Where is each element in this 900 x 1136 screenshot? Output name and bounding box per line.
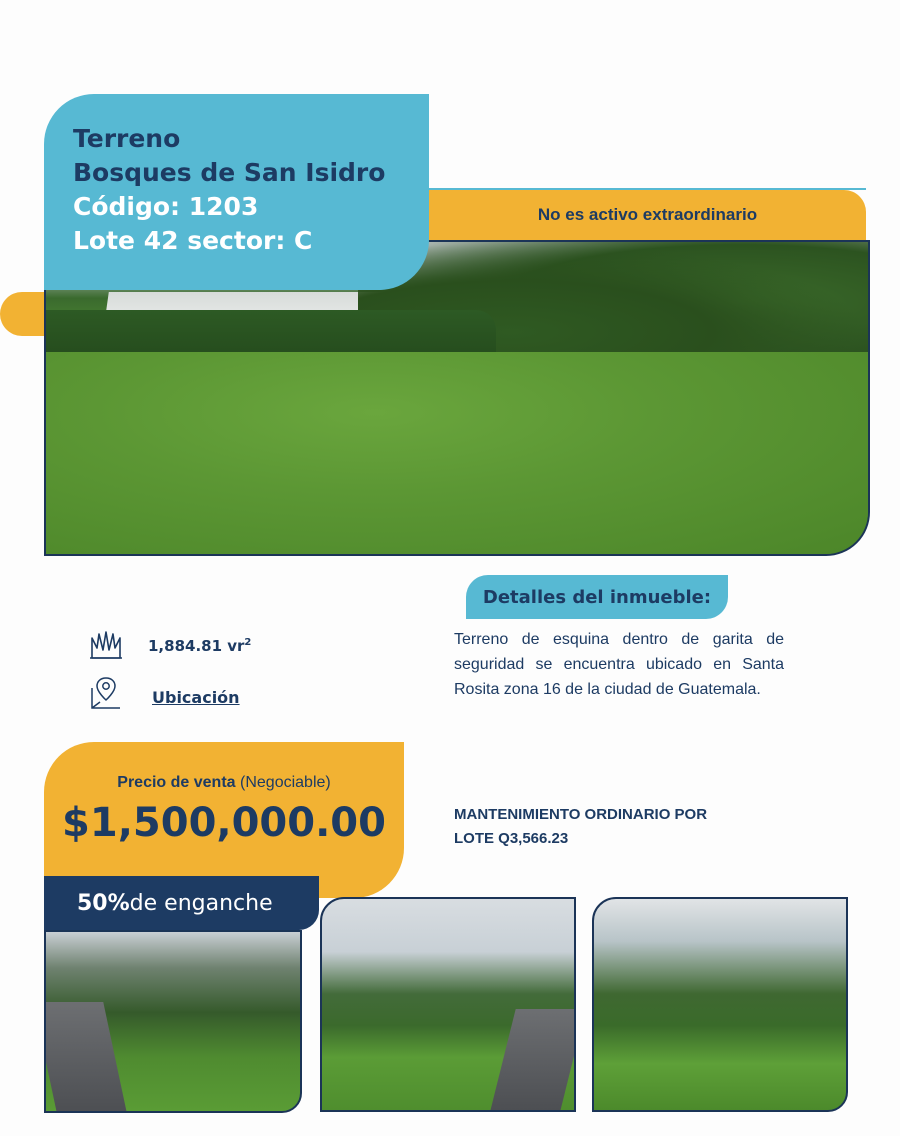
map-pin-icon[interactable] (88, 674, 124, 710)
grass-icon (88, 626, 124, 662)
price-value: $1,500,000.00 (62, 800, 386, 846)
property-code: Código: 1203 (73, 192, 259, 221)
area-value: 1,884.81 $vr^2$ (148, 637, 252, 655)
lawn (46, 352, 868, 554)
down-payment-banner: 50% de enganche (44, 876, 319, 930)
property-lot: Lote 42 sector: C (73, 226, 313, 255)
maintenance-fee: MANTENIMIENTO ORDINARIO POR LOTE Q3,566.23 (454, 806, 708, 847)
title-card (44, 94, 429, 290)
price-label: Precio de venta (Negociable) (117, 774, 331, 791)
photo-thumbnail-1 (44, 930, 302, 1113)
decorative-tab (0, 292, 44, 336)
property-name: Bosques de San Isidro (73, 158, 386, 187)
location-link[interactable]: Ubicación (152, 688, 240, 707)
details-description: Terreno de esquina dentro de garita de seguridad se encuentra ubicado en Santa Rosita zona 16 de la ciudad de Guatemala. (454, 631, 784, 698)
details-heading: Detalles del inmueble: (466, 575, 728, 619)
photo-thumbnail-2 (320, 897, 576, 1112)
status-badge: No es activo extraordinario (429, 190, 866, 240)
photo-thumbnail-3 (592, 897, 848, 1112)
property-type: Terreno (73, 124, 181, 153)
